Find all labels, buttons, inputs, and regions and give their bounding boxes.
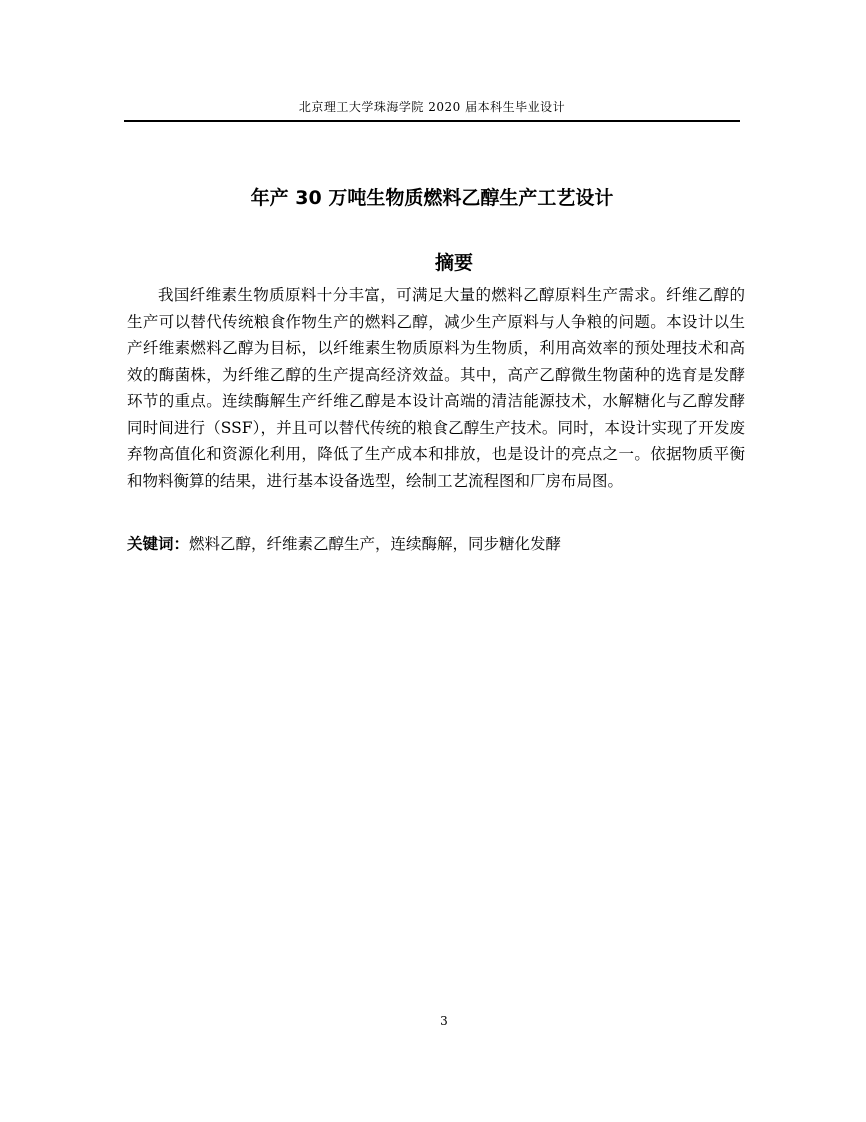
abstract-paragraph: 我国纤维素生物质原料十分丰富，可满足大量的燃料乙醇原料生产需求。纤维乙醇的生产可以替代传统粮食作物生产的燃料乙醇，减少生产原料与人争粮的问题。本设计以生产纤维素燃料乙醇为目标，以纤维素生物质原料为生物质，利用高效率的预处理技术和高效的酶菌株，为纤维乙醇的生产提高经济效益。其中，高产乙醇微生物菌种的选育是发酵环节的重点。连续酶解生产纤维乙醇是本设计高端的清洁能源技术，水解糖化与乙醇发酵同时间进行（SSF），并且可以替代传统的粮食乙醇生产技术。同时，本设计实现了开发废弃物高值化和资源化利用，降低了生产成本和排放，也是设计的亮点之一。依据物质平衡和物料衡算的结果，进行基本设备选型，绘制工艺流程图和厂房布局图。 — [127, 286, 745, 490]
keywords-line — [127, 531, 745, 558]
running-header: 北京理工大学珠海学院 2020 届本科生毕业设计 — [298, 100, 566, 114]
page-number: 3 — [440, 1014, 448, 1028]
header-divider — [124, 120, 740, 122]
keywords-label: 关键词： — [127, 535, 190, 553]
document-title: 年产 30 万吨生物质燃料乙醇生产工艺设计 — [250, 187, 614, 209]
abstract-heading: 摘要 — [434, 252, 473, 274]
keywords-text: 燃料乙醇，纤维素乙醇生产，连续酶解，同步糖化发酵 — [189, 535, 562, 553]
